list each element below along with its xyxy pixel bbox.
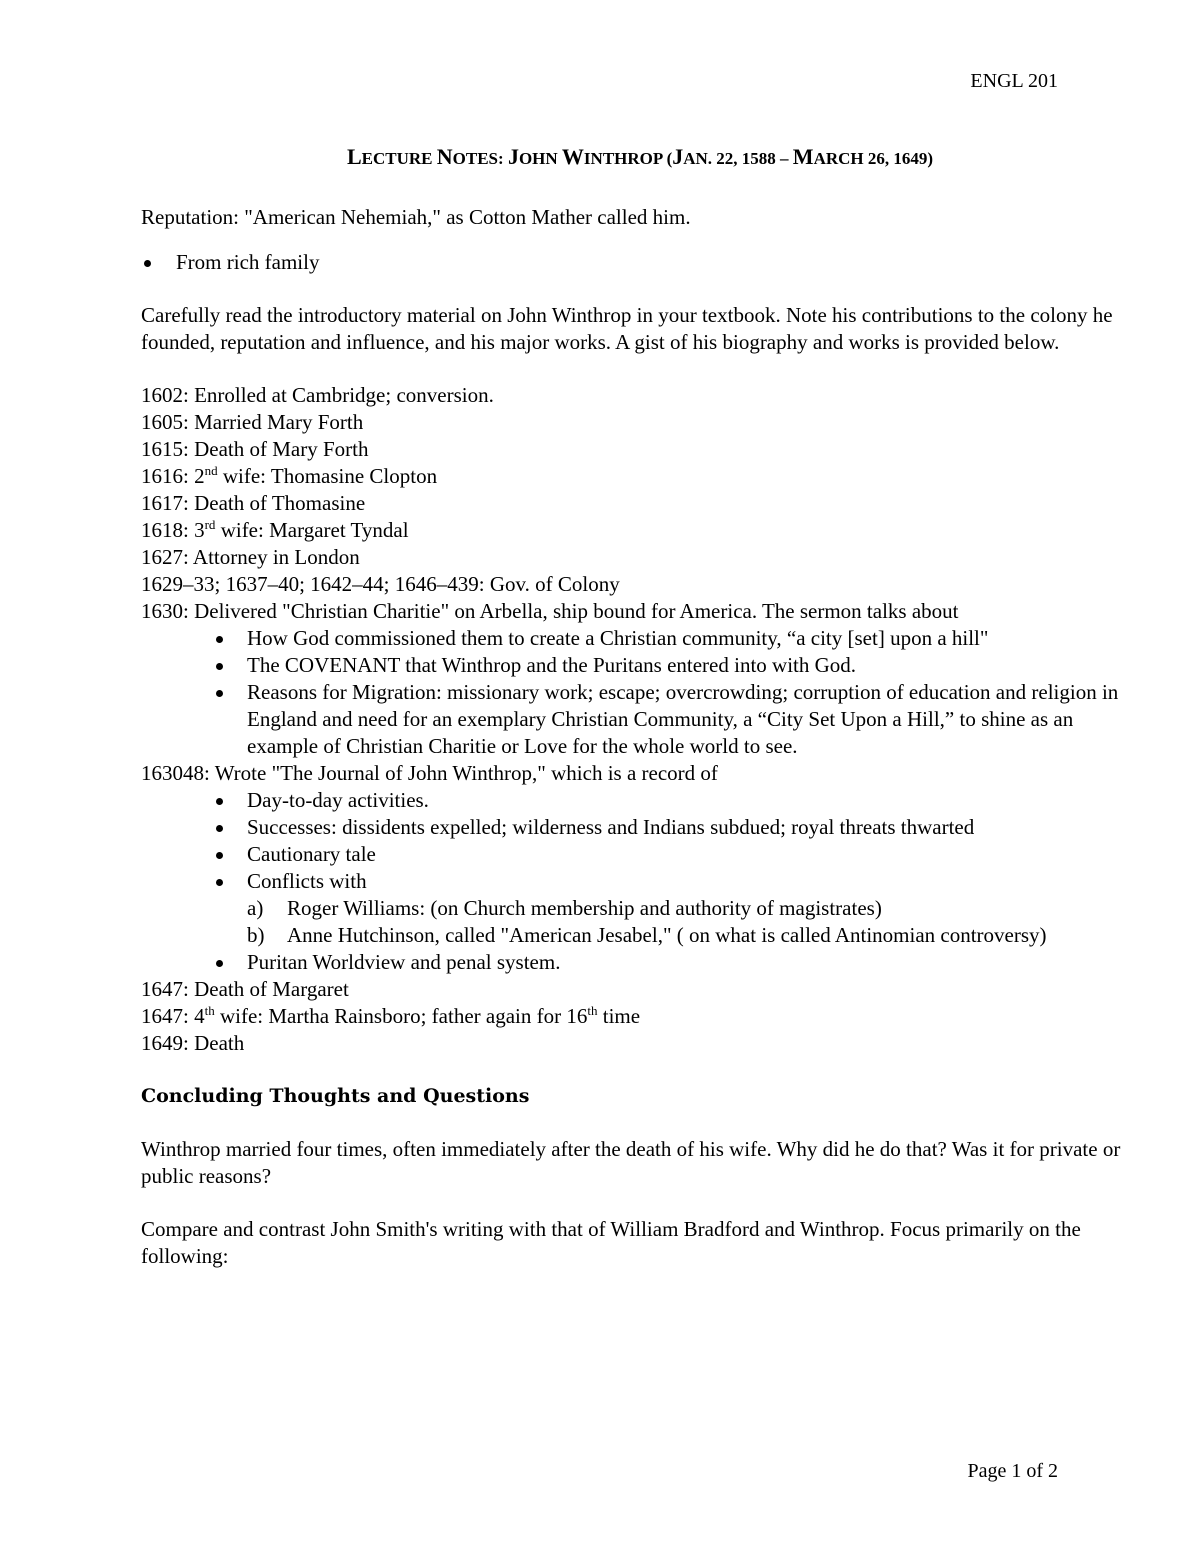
timeline-journal: 163048: Wrote "The Journal of John Winthrop," which is a record of [141, 761, 718, 785]
timeline-1602: 1602: Enrolled at Cambridge; conversion. [141, 383, 494, 407]
journal-item: Conflicts with [213, 868, 1131, 895]
timeline-text: 1616: 2 [141, 464, 205, 488]
timeline-1630: 1630: Delivered "Christian Charitie" on Arbella, ship bound for America. The sermon talks about [141, 599, 959, 623]
title-part: J [672, 144, 684, 169]
list-marker: b) [247, 923, 265, 947]
title-part: J [507, 144, 519, 169]
sermon-item: The COVENANT that Winthrop and the Puritans entered into with God. [213, 652, 1131, 679]
section-heading: Concluding Thoughts and Questions [141, 1085, 530, 1107]
document-body [141, 142, 1131, 1270]
timeline-text: 1647: 4 [141, 1004, 205, 1028]
timeline-text: wife: Martha Rainsboro; father again for 16 [214, 1004, 588, 1028]
course-code: ENGL 201 [970, 70, 1058, 92]
timeline-1649: 1649: Death [141, 1031, 245, 1055]
reputation-line: Reputation: "American Nehemiah," as Cotton Mather called him. [141, 205, 691, 229]
timeline-text: wife: Margaret Tyndal [215, 518, 409, 542]
timeline-1616 [141, 463, 1131, 490]
journal-item: Successes: dissidents expelled; wilderness and Indians subdued; royal threats thwarted [213, 814, 1131, 841]
timeline-1647-death: 1647: Death of Margaret [141, 977, 349, 1001]
journal-item: Cautionary tale [213, 841, 1131, 868]
title-part: INTHROP ( [583, 149, 673, 168]
timeline-1605: 1605: Married Mary Forth [141, 410, 364, 434]
title-part: ECTURE [361, 149, 437, 168]
question-paragraph: Winthrop married four times, often immediately after the death of his wife. Why did he do that? Was it for private or public reasons? [141, 1137, 1121, 1188]
title-part: ARCH 26, 1649) [813, 149, 934, 168]
title-part: OHN [518, 149, 562, 168]
conflict-item [247, 922, 1131, 949]
timeline-1615: 1615: Death of Mary Forth [141, 437, 369, 461]
timeline-1627: 1627: Attorney in London [141, 545, 360, 569]
journal-item: Puritan Worldview and penal system. [213, 949, 1131, 976]
title-part: AN. 22, 1588 – [683, 149, 793, 168]
journal-item: Day-to-day activities. [213, 787, 1131, 814]
page-number: Page 1 of 2 [967, 1460, 1058, 1482]
timeline-1618 [141, 517, 1131, 544]
title-part: L [346, 144, 362, 169]
ordinal-suffix: th [204, 1003, 215, 1018]
ordinal-suffix: th [587, 1003, 598, 1018]
timeline-governor: 1629–33; 1637–40; 1642–44; 1646–439: Gov. of Colony [141, 572, 620, 596]
sermon-item: How God commissioned them to create a Christian community, “a city [set] upon a hill" [213, 625, 1131, 652]
reputation-bullet: From rich family [141, 249, 1131, 276]
timeline-1617: 1617: Death of Thomasine [141, 491, 366, 515]
conflict-text: Anne Hutchinson, called "American Jesabel," ( on what is called Antinomian controversy) [287, 923, 1047, 947]
ordinal-suffix: rd [204, 517, 216, 532]
title-part: N [436, 144, 453, 169]
title-part: W [561, 144, 584, 169]
conflict-item [247, 895, 1131, 922]
ordinal-suffix: nd [204, 463, 218, 478]
timeline-text: 1618: 3 [141, 518, 205, 542]
timeline-text: wife: Thomasine Clopton [217, 464, 438, 488]
title-part: OTES: [452, 149, 508, 168]
list-marker: a) [247, 896, 264, 920]
conflict-text: Roger Williams: (on Church membership and authority of magistrates) [287, 896, 882, 920]
title-part: M [792, 144, 814, 169]
page-title [141, 142, 1131, 174]
timeline-1647-marriage [141, 1003, 1131, 1030]
sermon-item: Reasons for Migration: missionary work; escape; overcrowding; corruption of education and religion in England and need for an exemplary Christian Community, a “City Set Upon a Hill,” to shine as an example of Christian Charitie or Love for the whole world to see. [213, 679, 1131, 760]
question-paragraph: Compare and contrast John Smith's writing with that of William Bradford and Winthrop. Focus primarily on the following: [141, 1217, 1081, 1268]
intro-paragraph: Carefully read the introductory material on John Winthrop in your textbook. Note his contributions to the colony he founded, reputation and influence, and his major works. A gist of his biography and works is provided below. [141, 303, 1113, 354]
timeline-text: time [597, 1004, 641, 1028]
